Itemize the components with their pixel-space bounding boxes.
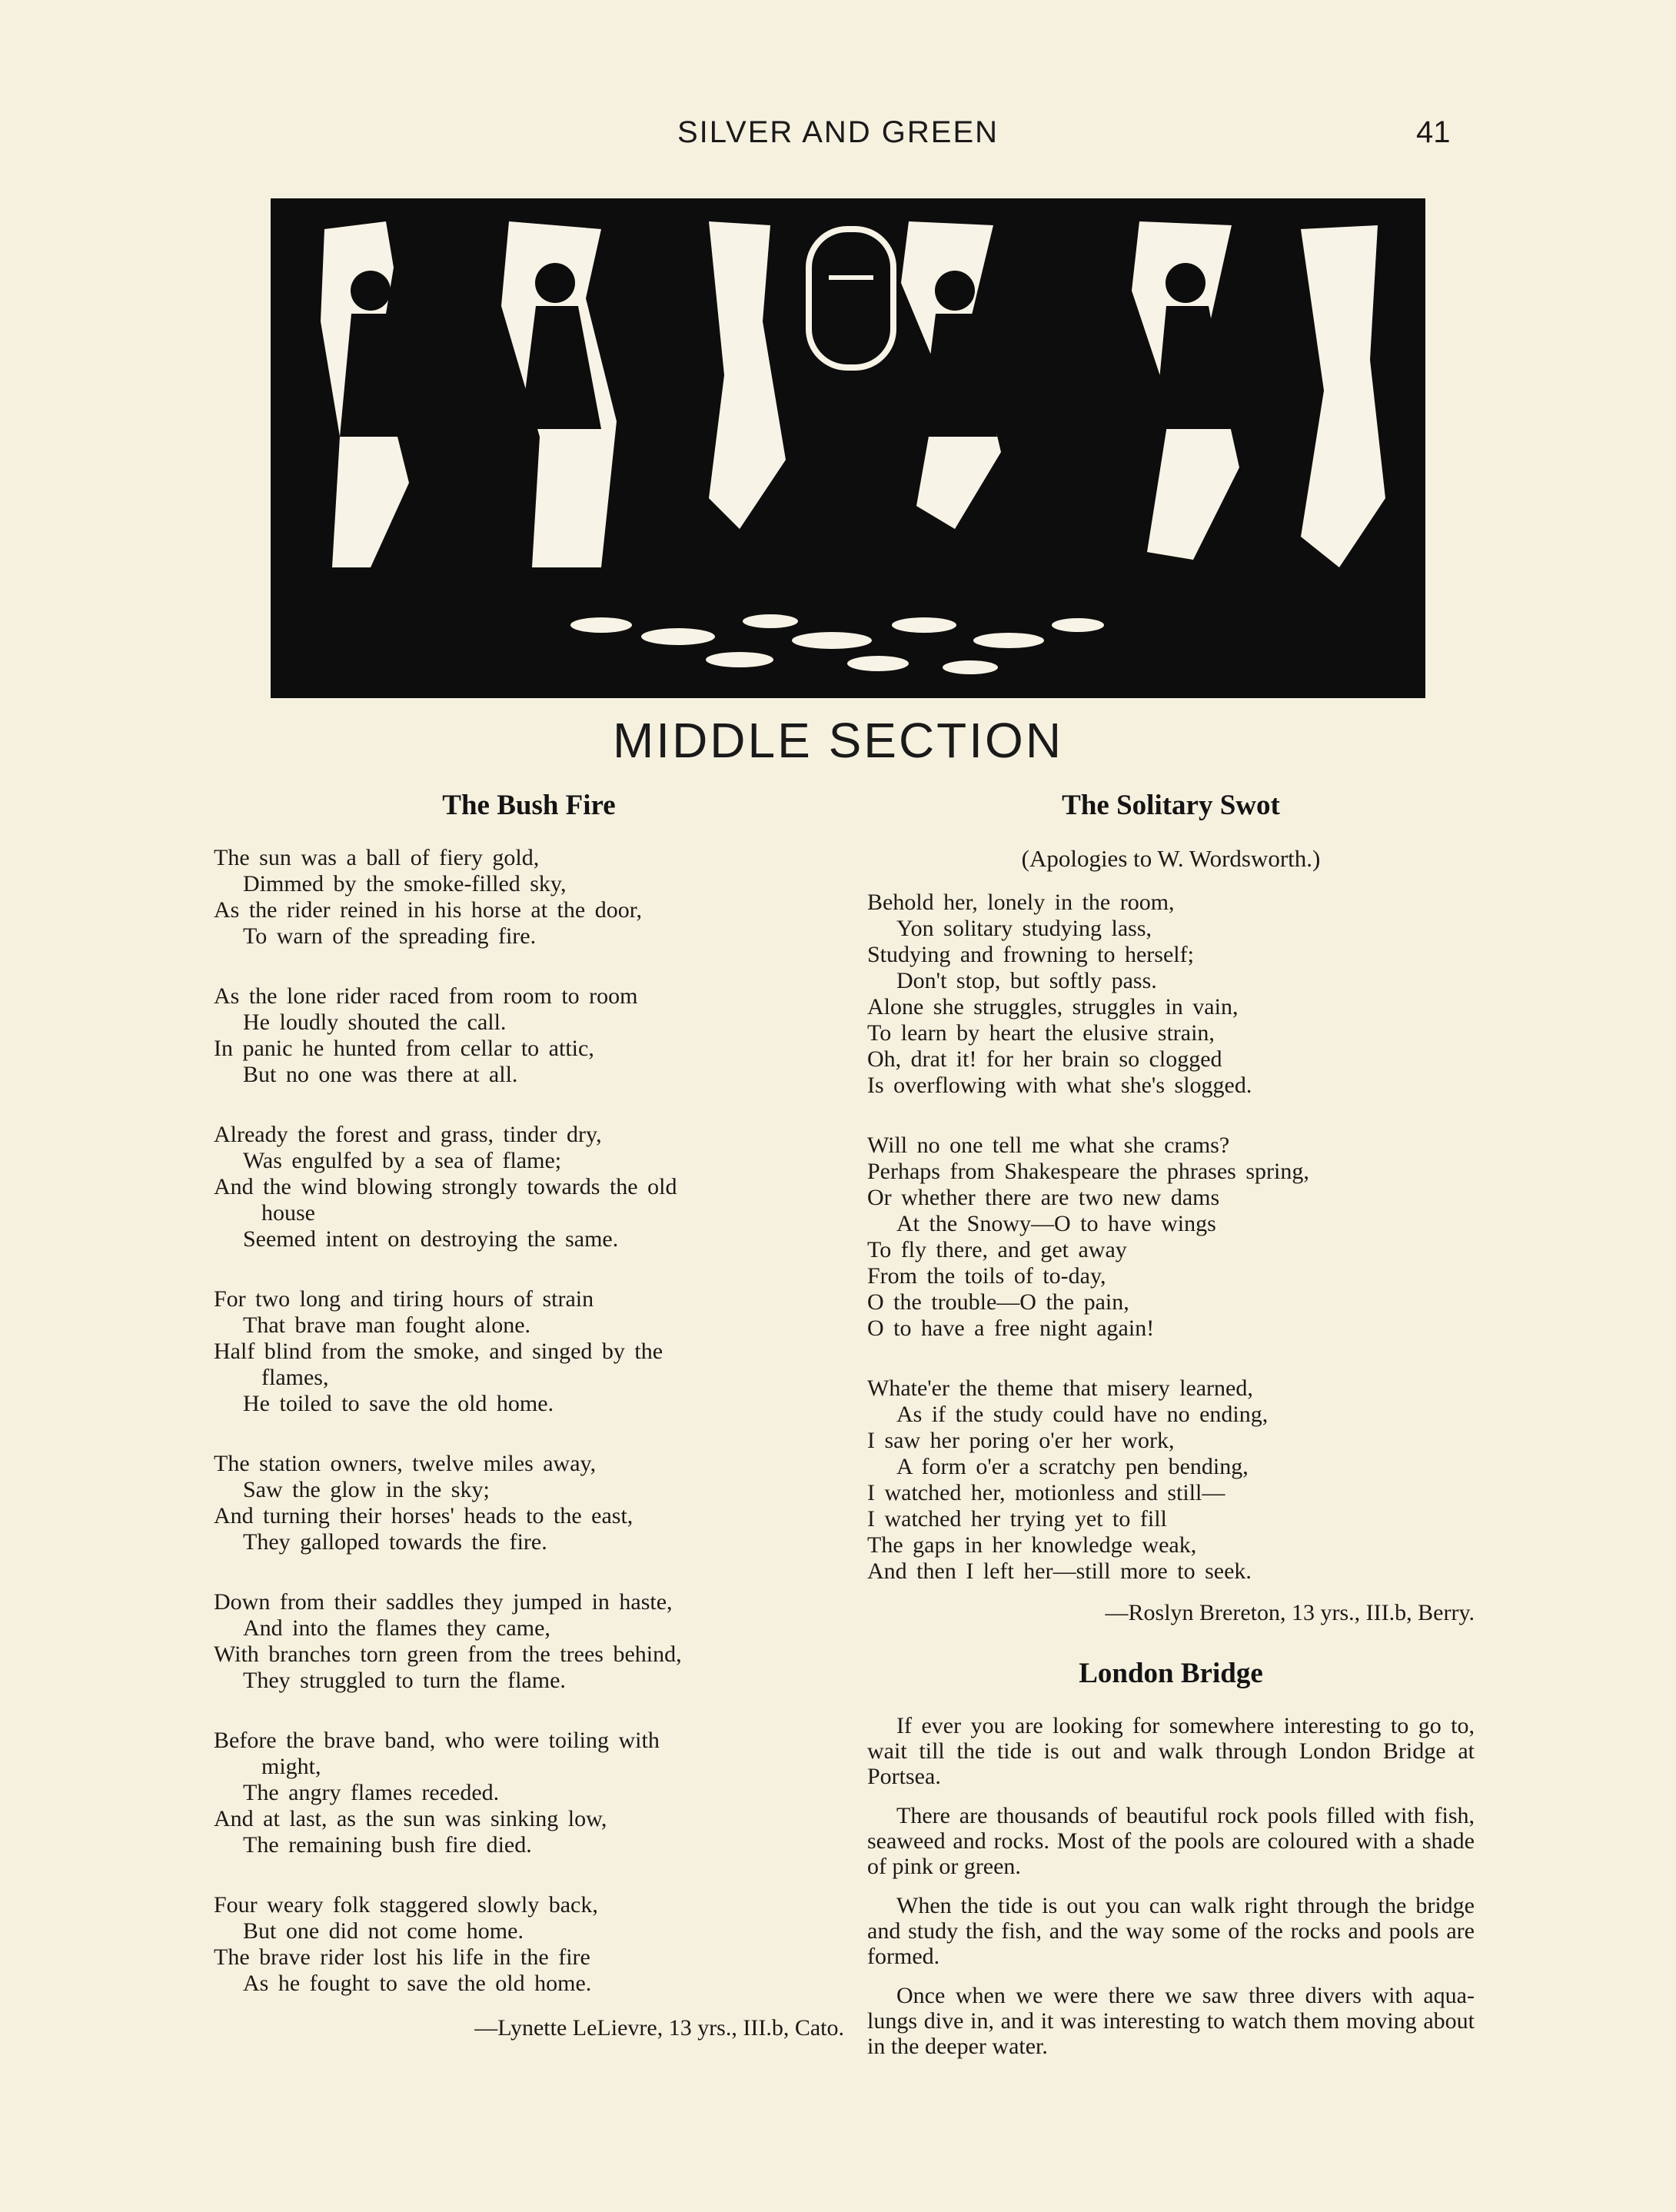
stanza xyxy=(214,1892,844,1997)
section-title: MIDDLE SECTION xyxy=(612,713,1064,768)
stanza xyxy=(214,1286,844,1417)
silhouette-illustration xyxy=(271,198,1425,698)
poem-line: He loudly shouted the call. xyxy=(243,1010,507,1035)
stanza xyxy=(214,1451,844,1555)
poem-line: The gaps in her knowledge weak, xyxy=(867,1532,1197,1558)
poem-line: The station owners, twelve miles away, xyxy=(214,1451,597,1476)
poem-line: That brave man fought alone. xyxy=(243,1312,531,1338)
poem-line: But no one was there at all. xyxy=(243,1062,518,1087)
poem-line: Half blind from the smoke, and singed by the xyxy=(214,1339,663,1364)
poem-line: O the trouble—O the pain, xyxy=(867,1289,1129,1315)
poem-line: To warn of the spreading fire. xyxy=(243,923,537,949)
poem-line: To learn by heart the elusive strain, xyxy=(867,1020,1215,1046)
poem-line: As the lone rider raced from room to room xyxy=(214,983,638,1009)
poem-line: For two long and tiring hours of strain xyxy=(214,1286,594,1312)
author-signature: —Roslyn Brereton, 13 yrs., III.b, Berry. xyxy=(1105,1600,1475,1625)
poem-line: Behold her, lonely in the room, xyxy=(867,890,1175,915)
right-column xyxy=(867,789,1475,2073)
poem-line: Will no one tell me what she crams? xyxy=(867,1133,1230,1158)
poem-line: And at last, as the sun was sinking low, xyxy=(214,1806,607,1831)
article-title: London Bridge xyxy=(1079,1658,1263,1689)
poem-title: The Solitary Swot xyxy=(1062,790,1280,821)
poem-line: Saw the glow in the sky; xyxy=(243,1477,490,1502)
poem-line: Whate'er the theme that misery learned, xyxy=(867,1375,1253,1401)
poem-line: And into the flames they came, xyxy=(243,1615,550,1641)
poem-line: And turning their horses' heads to the east, xyxy=(214,1503,633,1528)
poem-line: With branches torn green from the trees behind, xyxy=(214,1642,682,1667)
stanza xyxy=(867,1375,1475,1585)
poem-line: Or whether there are two new dams xyxy=(867,1185,1220,1210)
poem-line: But one did not come home. xyxy=(243,1918,524,1944)
paragraph: When the tide is out you can walk right through the bridge and study the fish, and the way some of the rocks and pools are formed. xyxy=(867,1893,1475,1969)
author-signature: —Lynette LeLievre, 13 yrs., III.b, Cato. xyxy=(474,2015,844,2041)
paragraph: There are thousands of beautiful rock pools filled with fish, seaweed and rocks. Most of the pools are coloured with a shade of pink or green. xyxy=(867,1803,1475,1879)
poem-line: Is overflowing with what she's slogged. xyxy=(867,1073,1252,1098)
poem-line: The sun was a ball of fiery gold, xyxy=(214,845,540,870)
poem-line: Four weary folk staggered slowly back, xyxy=(214,1892,598,1918)
poem-title: The Bush Fire xyxy=(442,790,616,821)
running-head: SILVER AND GREEN xyxy=(677,115,999,149)
poem-line: I saw her poring o'er her work, xyxy=(867,1428,1175,1453)
stanza xyxy=(867,890,1475,1099)
paragraph: Once when we were there we saw three divers with aqua-lungs dive in, and it was interesting to watch them moving about in the deeper water. xyxy=(867,1983,1475,2059)
stanza xyxy=(214,983,844,1088)
stanza xyxy=(214,1728,844,1858)
poem-line: Oh, drat it! for her brain so clogged xyxy=(867,1046,1222,1072)
poem-line: Don't stop, but softly pass. xyxy=(896,968,1157,993)
poem-line: The brave rider lost his life in the fire xyxy=(214,1944,590,1970)
poem-line: They galloped towards the fire. xyxy=(243,1529,547,1555)
poem-line: And then I left her—still more to seek. xyxy=(867,1558,1252,1584)
poem-line: They struggled to turn the flame. xyxy=(243,1668,566,1693)
poem-line: As if the study could have no ending, xyxy=(896,1402,1269,1427)
poem-line: Was engulfed by a sea of flame; xyxy=(243,1148,562,1173)
poem-line: As he fought to save the old home. xyxy=(243,1971,592,1996)
poem-line: And the wind blowing strongly towards the old xyxy=(214,1174,677,1199)
poem-line: Studying and frowning to herself; xyxy=(867,942,1194,967)
poem-line: might, xyxy=(261,1754,321,1779)
stanza xyxy=(214,1589,844,1694)
bush-fire-poem xyxy=(214,789,844,2041)
page-number: 41 xyxy=(1416,115,1451,149)
poem-line: house xyxy=(261,1200,315,1226)
london-bridge-article xyxy=(867,1713,1475,2059)
poem-line: Alone she struggles, struggles in vain, xyxy=(867,994,1239,1020)
poem-line: flames, xyxy=(261,1365,329,1390)
poem-line: O to have a free night again! xyxy=(867,1316,1155,1341)
poem-line: The remaining bush fire died. xyxy=(243,1832,532,1858)
poem-line: I watched her trying yet to fill xyxy=(867,1506,1167,1532)
stanza xyxy=(867,1133,1475,1342)
poem-line: Down from their saddles they jumped in haste, xyxy=(214,1589,673,1615)
poem-line: He toiled to save the old home. xyxy=(243,1391,554,1416)
poem-line: Before the brave band, who were toiling with xyxy=(214,1728,660,1753)
poem-line: At the Snowy—O to have wings xyxy=(896,1211,1216,1236)
poem-line: Dimmed by the smoke-filled sky, xyxy=(243,871,567,896)
poem-line: Seemed intent on destroying the same. xyxy=(243,1226,619,1252)
stanza xyxy=(214,1122,844,1252)
poem-line: As the rider reined in his horse at the door, xyxy=(214,897,642,923)
poem-line: From the toils of to-day, xyxy=(867,1263,1106,1289)
poem-line: In panic he hunted from cellar to attic, xyxy=(214,1036,594,1061)
poem-line: I watched her, motionless and still— xyxy=(867,1480,1225,1505)
poem-line: A form o'er a scratchy pen bending, xyxy=(896,1454,1249,1479)
paragraph: If ever you are looking for somewhere interesting to go to, wait till the tide is out and walk through London Bridge at Portsea. xyxy=(867,1713,1475,1789)
poem-subtitle: (Apologies to W. Wordsworth.) xyxy=(1021,845,1321,872)
poem-line: To fly there, and get away xyxy=(867,1237,1127,1262)
stanza xyxy=(214,845,844,950)
poem-line: The angry flames receded. xyxy=(243,1780,500,1805)
poem-line: Yon solitary studying lass, xyxy=(896,916,1152,941)
poem-line: Already the forest and grass, tinder dry, xyxy=(214,1122,602,1147)
poem-line: Perhaps from Shakespeare the phrases spring, xyxy=(867,1159,1309,1184)
